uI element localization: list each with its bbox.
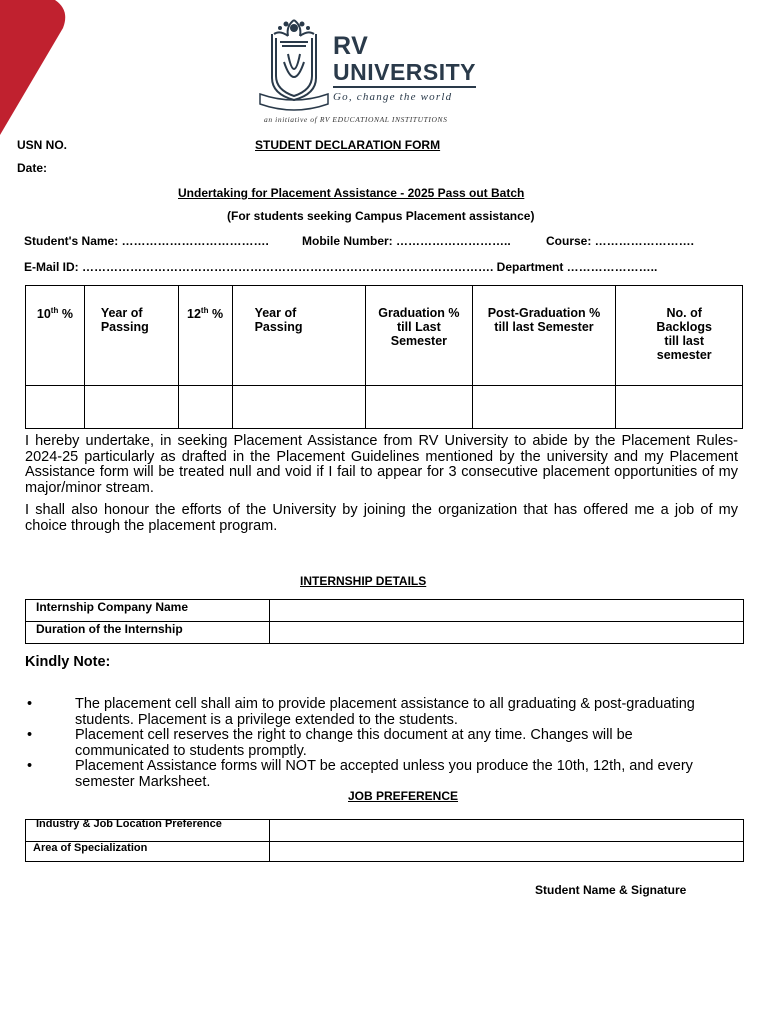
header-12th-percent	[178, 286, 232, 386]
internship-table	[25, 599, 744, 644]
brand-tagline: Go, change the world	[333, 91, 453, 103]
student-name-field[interactable]: Student's Name: ……………………………….	[24, 234, 269, 248]
header-text: Year of Passing	[100, 306, 149, 334]
course-field[interactable]: Course: …………………….	[546, 234, 695, 248]
mobile-number-field[interactable]: Mobile Number: ………………………..	[302, 234, 511, 248]
header-text: No. of Backlogs till last semester	[656, 306, 713, 362]
list-item	[25, 759, 725, 790]
cell-10th-percent[interactable]	[26, 386, 85, 429]
job-preference-title: JOB PREFERENCE	[348, 789, 459, 803]
industry-location-label: Industry & Job Location Preference	[26, 820, 270, 842]
usn-label: USN NO.	[17, 138, 68, 152]
header-sup: th	[50, 306, 59, 315]
undertaking-title: Undertaking for Placement Assistance - 2025 Pass out Batch	[178, 186, 525, 200]
cell-post-graduation-percent[interactable]	[472, 386, 616, 429]
bullet: •	[27, 696, 33, 712]
undertaking-paragraph-1: I hereby undertake, in seeking Placement Assistance from RV University to abide by the Placement Rules-2024-25 particularly as drafted in the Placement Guidelines mentioned by the university and my Placement Assistance form will be treated null and void if I fail to appear for 3 consecutive placement opportunities of my major/minor stream.	[25, 433, 738, 496]
initiative-text: an initiative of RV EDUCATIONAL INSTITUTIONS	[264, 115, 448, 124]
header-text: Graduation % till Last Semester	[378, 306, 460, 348]
internship-duration-input[interactable]	[270, 622, 744, 644]
header-backlogs	[616, 286, 743, 386]
header-text: Post-Graduation % till last Semester	[487, 306, 601, 334]
job-preference-table	[25, 819, 744, 862]
cell-12th-percent[interactable]	[178, 386, 232, 429]
table-header-row	[26, 286, 743, 386]
table-row	[26, 622, 744, 644]
note-item-text: Placement Assistance forms will NOT be accepted unless you produce the 10th, 12th, and every semester Marksheet.	[75, 758, 693, 790]
internship-company-input[interactable]	[270, 600, 744, 622]
table-entry-row	[26, 386, 743, 429]
academic-details-table	[25, 285, 743, 429]
note-item-text: The placement cell shall aim to provide placement assistance to all graduating & post-graduating students. Placement is a privilege extended to the students.	[75, 696, 695, 728]
brand-divider	[333, 86, 476, 88]
list-item	[25, 728, 725, 759]
undertaking-paragraph-2: I shall also honour the efforts of the University by joining the organization that has offered me a job of my choice through the placement program.	[25, 502, 738, 534]
table-row	[26, 820, 744, 842]
header-graduation-percent	[366, 286, 472, 386]
header-text: 12	[187, 307, 201, 322]
header-text: %	[58, 307, 73, 322]
form-title: STUDENT DECLARATION FORM	[255, 138, 441, 152]
internship-duration-label: Duration of the Internship	[26, 622, 270, 644]
header-year-of-passing-12	[232, 286, 366, 386]
note-item-text: Placement cell reserves the right to change this document at any time. Changes will be communicated to students promptly.	[75, 727, 633, 759]
cell-backlogs[interactable]	[616, 386, 743, 429]
header-year-of-passing-10	[84, 286, 178, 386]
header-text: 10	[36, 307, 51, 322]
header-text: Year of Passing	[254, 306, 303, 334]
bullet: •	[27, 727, 33, 743]
specialization-label: Area of Specialization	[26, 842, 270, 862]
header-text: %	[208, 307, 224, 322]
internship-title: INTERNSHIP DETAILS	[300, 574, 427, 588]
industry-location-input[interactable]	[270, 820, 744, 842]
email-department-field[interactable]: E-Mail ID: …………………………………………………………………………………………. Department …………………..	[24, 260, 658, 274]
cell-year-of-passing-10[interactable]	[84, 386, 178, 429]
subtitle: (For students seeking Campus Placement assistance)	[227, 209, 535, 223]
brand-name-university: UNIVERSITY	[333, 59, 477, 85]
date-label: Date:	[17, 161, 48, 175]
note-list	[25, 697, 725, 790]
header-post-graduation-percent	[472, 286, 616, 386]
table-row	[26, 600, 744, 622]
note-title: Kindly Note:	[25, 654, 111, 670]
header-sup: th	[200, 306, 209, 315]
cell-graduation-percent[interactable]	[366, 386, 472, 429]
internship-company-label: Internship Company Name	[26, 600, 270, 622]
header-10th-percent	[26, 286, 85, 386]
cell-year-of-passing-12[interactable]	[232, 386, 366, 429]
table-row	[26, 842, 744, 862]
brand-name-rv: RV	[333, 32, 369, 60]
signature-label: Student Name & Signature	[535, 883, 687, 897]
list-item	[25, 697, 725, 728]
bullet: •	[27, 758, 33, 774]
specialization-input[interactable]	[270, 842, 744, 862]
red-corner-accent	[0, 0, 70, 135]
